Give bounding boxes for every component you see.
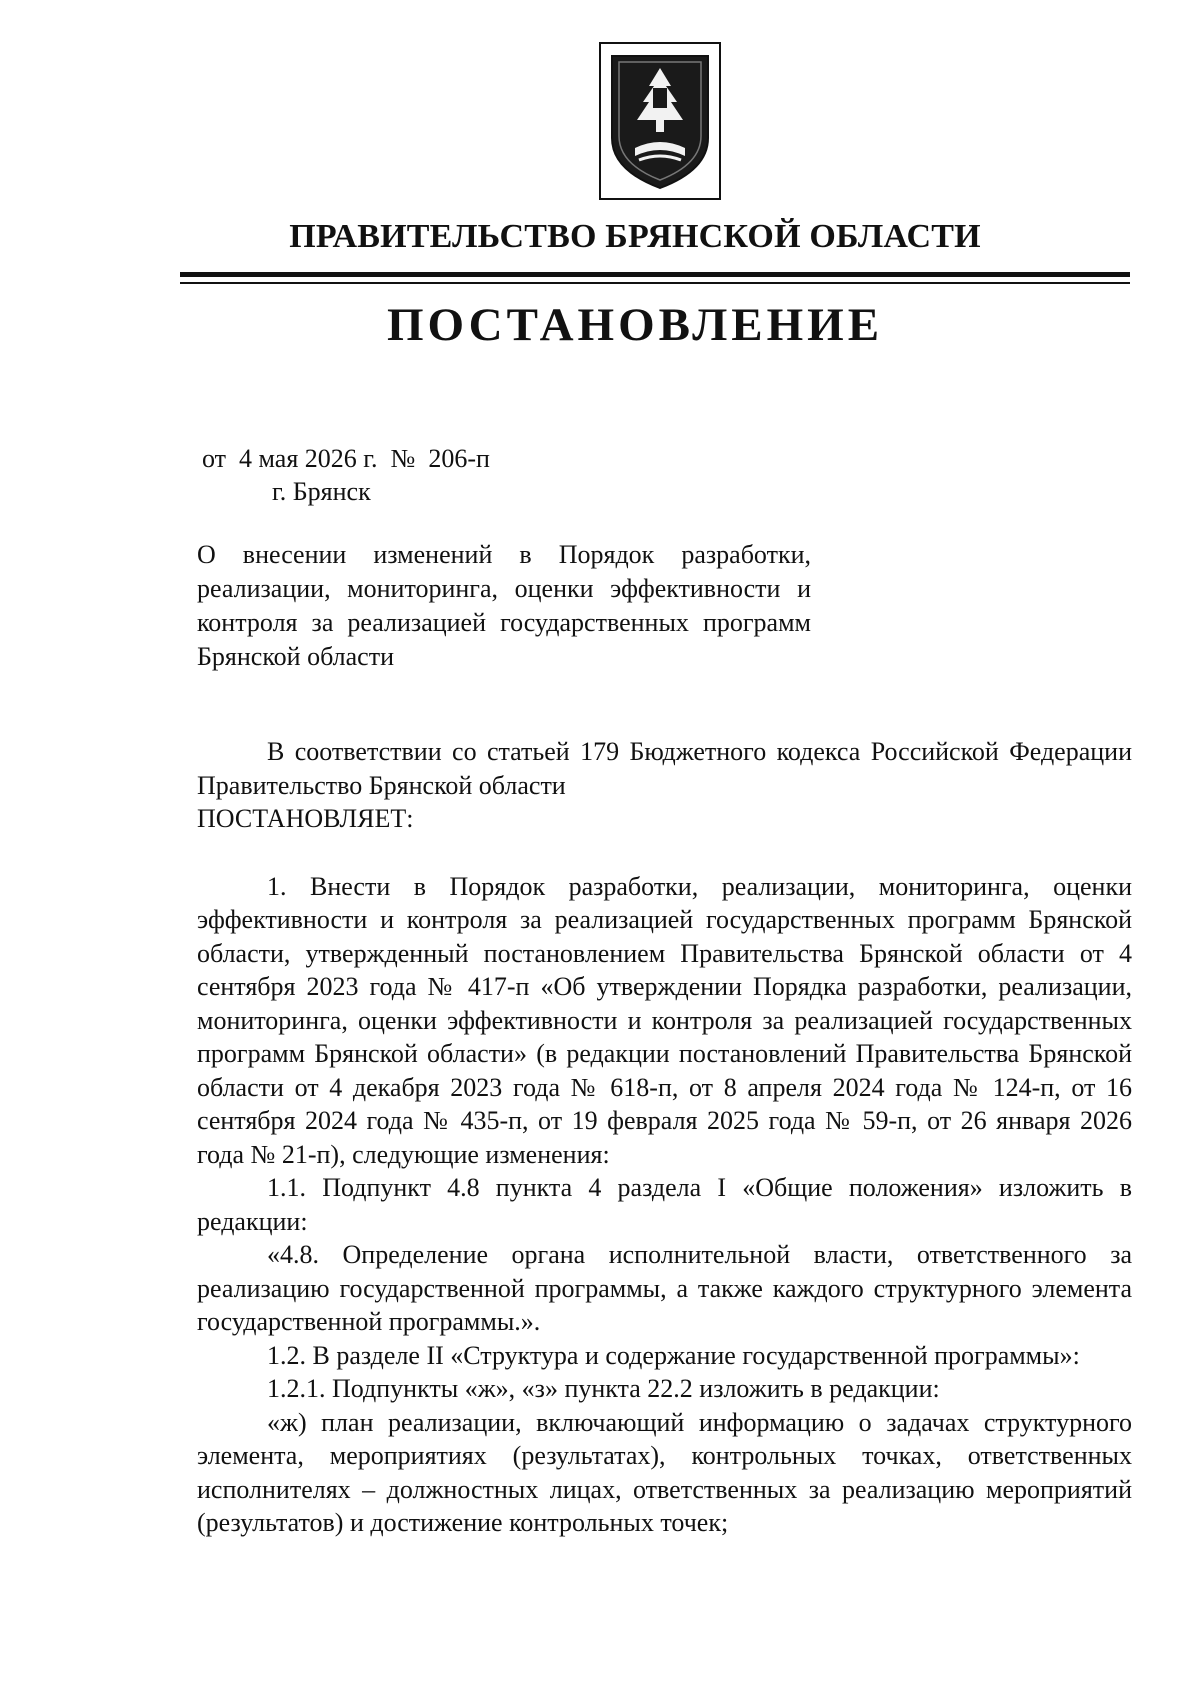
bryansk-coat-of-arms-icon (599, 42, 721, 200)
body-paragraph: «4.8. Определение органа исполнительной власти, ответственного за реализацию государственной программы, а также каждого структурного элемента государственной программы.». (197, 1240, 1132, 1336)
header-rule-thin (180, 282, 1130, 284)
document-type-title: ПОСТАНОВЛЕНИЕ (386, 299, 884, 351)
date-number-line: от 4 мая 2026 г. № 206-п (202, 444, 490, 473)
body-paragraph: 1.2. В разделе II «Структура и содержание государственной программы»: (267, 1340, 1080, 1370)
body-paragraph: «ж) план реализации, включающий информацию о задачах структурного элемента, мероприятиях (результатах), контрольных точках, ответственных исполнителях – должностных лицах, ответственных за реализацию мероприятий (результатов) и достижение контрольных точек; (197, 1407, 1132, 1537)
header-rule-thick (180, 272, 1130, 277)
document-body (197, 735, 1132, 1540)
body-paragraph: 1. Внести в Порядок разработки, реализации, мониторинга, оценки эффективности и контроля за реализацией государственных программ Брянской области, утвержденный постановлением Правительства Брянской области от 4 сентября 2023 года № 417-п «Об утверждении Порядка разработки, реализации, мониторинга, оценки эффективности и контроля за реализацией государственных программ Брянской области» (в редакции постановлений Правительства Брянской области от 4 декабря 2023 года № 618-п, от 8 апреля 2024 года № 124-п, от 16 сентября 2024 года № 435-п, от 19 февраля 2025 года № 59-п, от 26 января 2026 года № 21-п), следующие изменения: (197, 871, 1132, 1169)
city-line: г. Брянск (272, 477, 371, 506)
body-paragraph: 1.2.1. Подпункты «ж», «з» пункта 22.2 изложить в редакции: (267, 1374, 940, 1403)
government-title: ПРАВИТЕЛЬСТВО БРЯНСКОЙ ОБЛАСТИ (289, 218, 981, 255)
body-paragraph: 1.1. Подпункт 4.8 пункта 4 раздела I «Общие положения» изложить в редакции: (197, 1173, 1132, 1236)
resolves-line: ПОСТАНОВЛЯЕТ: (197, 804, 414, 833)
preamble-paragraph: В соответствии со статьей 179 Бюджетного кодекса Российской Федерации Правительство Брянской области (197, 737, 1132, 800)
document-subject: О внесении изменений в Порядок разработки, реализации, мониторинга, оценки эффективности и контроля за реализацией государственных программ Брянской области (197, 540, 811, 671)
